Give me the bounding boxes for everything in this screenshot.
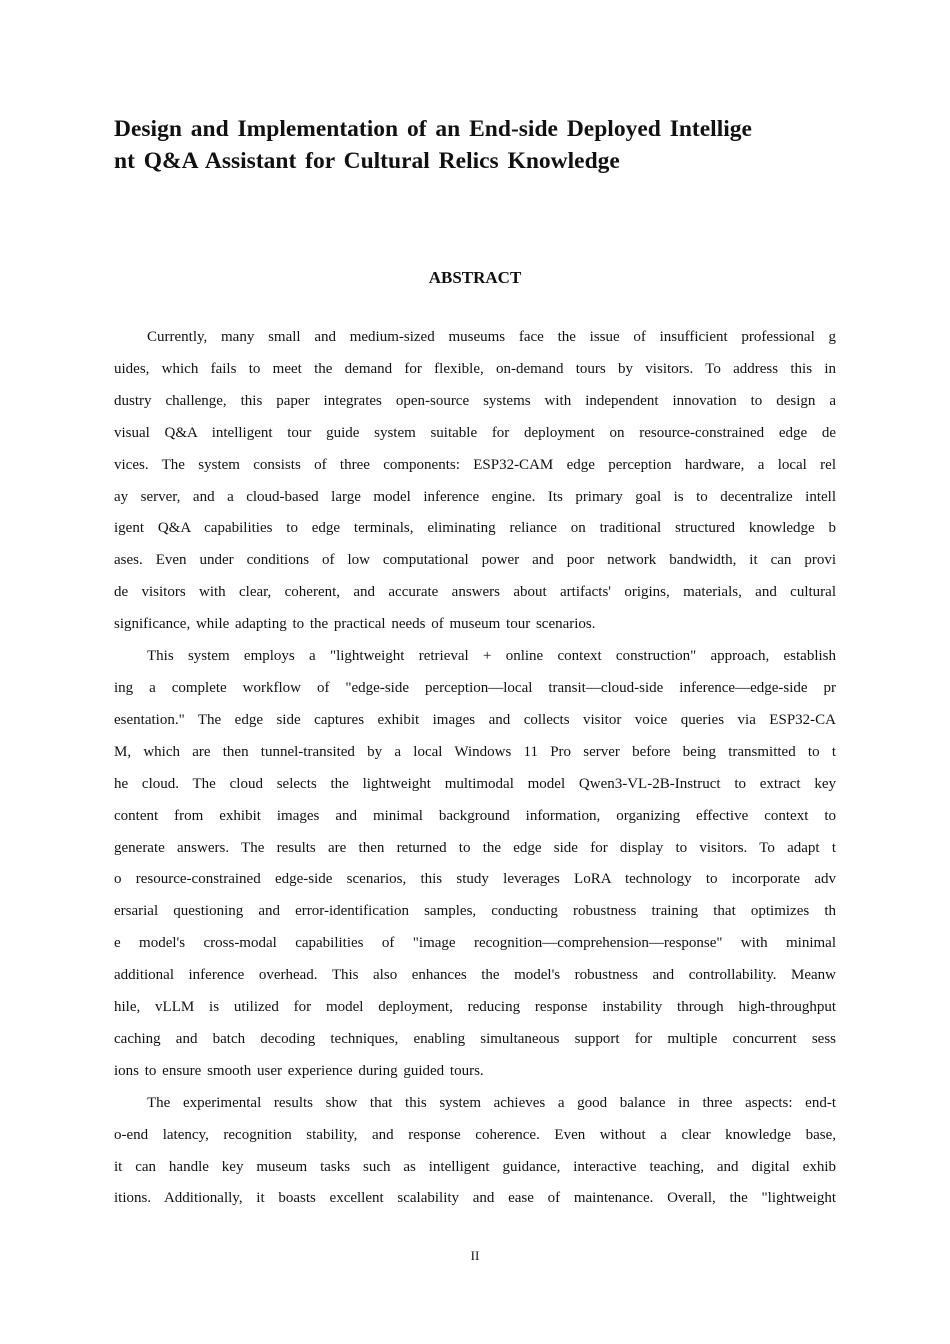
page-number: II [470,1248,480,1263]
title-line-2: nt Q&A Assistant for Cultural Relics Knowledge [114,148,620,174]
p1-line-3: dustry challenge, this paper integrates open-source systems with independent innovation to design a [114,392,836,409]
p2-line-12: hile, vLLM is utilized for model deployment, reducing response instability through high-throughput [114,999,836,1016]
p2-line-8: o resource-constrained edge-side scenarios, this study leverages LoRA technology to incorporate adv [114,871,836,888]
p1-line-10: significance, while adapting to the practical needs of museum tour scenarios. [114,616,596,633]
abstract-heading: ABSTRACT [428,268,522,287]
p2-line-2: ing a complete workflow of "edge-side perception—local transit—cloud-side inference—edge-side pr [114,679,836,696]
p2-line-14: ions to ensure smooth user experience during guided tours. [114,1062,484,1079]
p3-line-1: The experimental results show that this system achieves a good balance in three aspects: end-t [147,1094,836,1111]
p1-line-2: uides, which fails to meet the demand for flexible, on-demand tours by visitors. To address this in [114,360,836,377]
p2-line-1: This system employs a "lightweight retrieval + online context construction" approach, establish [147,648,836,665]
p2-line-7: generate answers. The results are then returned to the edge side for display to visitors. To adapt t [114,839,836,856]
p1-line-5: vices. The system consists of three components: ESP32-CAM edge perception hardware, a local rel [114,456,836,473]
paper-title [114,113,836,177]
p2-line-6: content from exhibit images and minimal background information, organizing effective context to [114,807,836,824]
p1-line-1: Currently, many small and medium-sized museums face the issue of insufficient professional g [147,329,836,345]
p2-line-9: ersarial questioning and error-identification samples, conducting robustness training that optimizes th [114,903,836,920]
p3-line-3: it can handle key museum tasks such as intelligent guidance, interactive teaching, and digital exhib [114,1158,836,1175]
p2-line-5: he cloud. The cloud selects the lightweight multimodal model Qwen3-VL-2B-Instruct to extract key [114,775,836,792]
p2-line-4: M, which are then tunnel-transited by a local Windows 11 Pro server before being transmitted to t [114,743,836,760]
p3-line-4: itions. Additionally, it boasts excellent scalability and ease of maintenance. Overall, the "lightweight [114,1190,836,1207]
p1-line-9: de visitors with clear, coherent, and accurate answers about artifacts' origins, materials, and cultural [114,584,836,601]
p2-line-13: caching and batch decoding techniques, enabling simultaneous support for multiple concurrent sess [114,1030,836,1047]
p1-line-6: ay server, and a cloud-based large model inference engine. Its primary goal is to decentralize intell [114,488,836,505]
p2-line-10: e model's cross-modal capabilities of "image recognition—comprehension—response" with minimal [114,935,836,952]
p2-line-11: additional inference overhead. This also enhances the model's robustness and controllability. Meanw [114,967,836,984]
p1-line-8: ases. Even under conditions of low computational power and poor network bandwidth, it can provi [114,552,836,569]
p3-line-2: o-end latency, recognition stability, and response coherence. Even without a clear knowledge base, [114,1126,836,1143]
p1-line-7: igent Q&A capabilities to edge terminals, eliminating reliance on traditional structured knowledge b [114,520,836,537]
p1-line-4: visual Q&A intelligent tour guide system suitable for deployment on resource-constrained edge de [114,424,836,441]
title-line-1: Design and Implementation of an End-side Deployed Intellige [114,116,752,142]
p2-line-3: esentation." The edge side captures exhibit images and collects visitor voice queries via ESP32-CA [114,711,836,728]
abstract-body [114,322,836,1215]
